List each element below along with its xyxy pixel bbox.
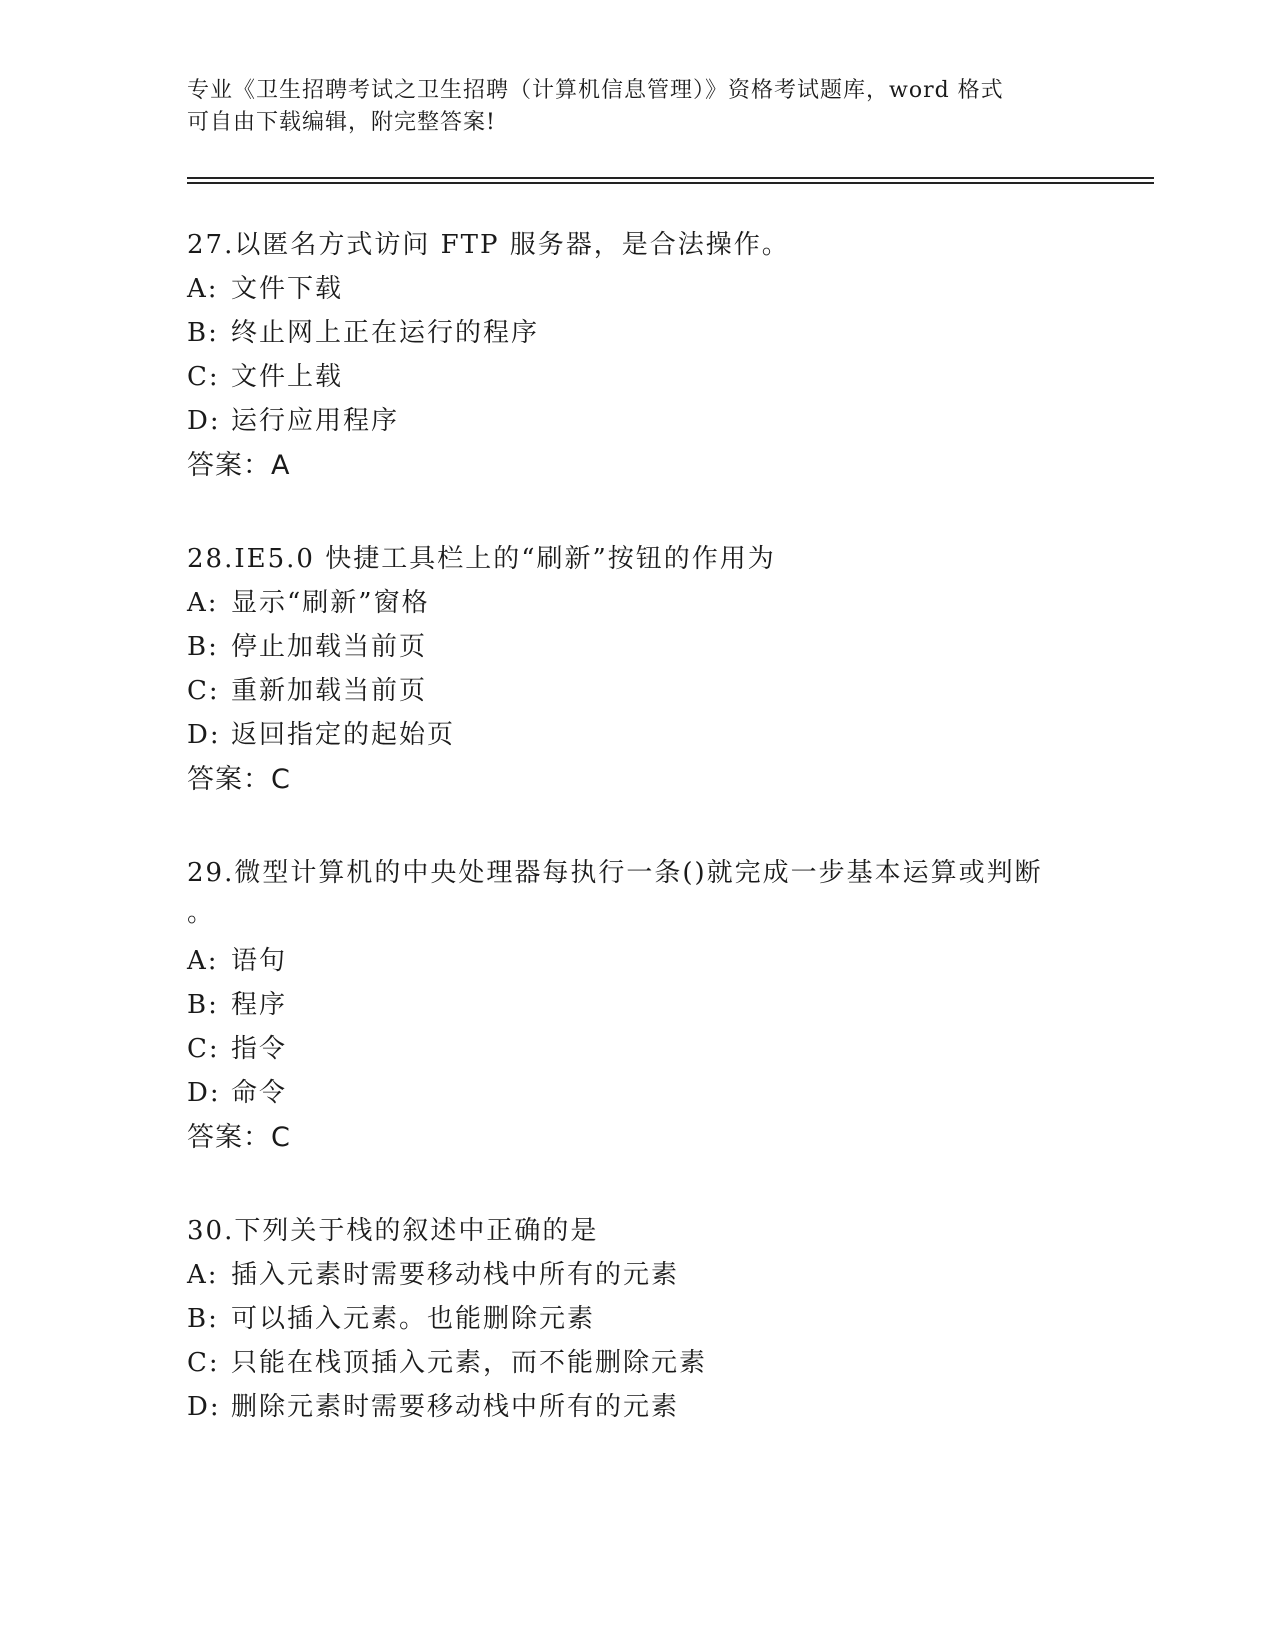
option-text: 停止加载当前页 — [231, 632, 428, 662]
question-29-stem-continuation: 。 — [187, 898, 214, 928]
option-text: 显示“刷新”窗格 — [231, 588, 430, 618]
question-30-option-c — [187, 1350, 707, 1376]
option-text: 运行应用程序 — [231, 406, 400, 436]
option-text: 指令 — [231, 1034, 288, 1064]
question-28-stem: 28.IE5.0 快捷工具栏上的“刷新”按钮的作用为 — [187, 544, 776, 574]
option-letter: A: — [187, 274, 219, 304]
option-letter: D: — [187, 1392, 221, 1422]
option-text: 插入元素时需要移动栈中所有的元素 — [231, 1260, 680, 1290]
divider-line-bottom — [187, 182, 1154, 184]
option-letter: C: — [187, 362, 220, 392]
header-line-1: 专业《卫生招聘考试之卫生招聘（计算机信息管理）》资格考试题库，word 格式 — [187, 78, 1004, 103]
option-text: 终止网上正在运行的程序 — [231, 318, 540, 348]
option-text: 文件上载 — [231, 362, 344, 392]
question-30-option-b — [187, 1306, 595, 1332]
question-28-option-a — [187, 590, 430, 616]
option-text: 重新加载当前页 — [231, 676, 428, 706]
option-letter: A: — [187, 1260, 219, 1290]
option-letter: D: — [187, 406, 221, 436]
option-text: 删除元素时需要移动栈中所有的元素 — [231, 1392, 680, 1422]
option-letter: C: — [187, 676, 220, 706]
divider-line-top — [187, 177, 1154, 179]
question-29-option-b — [187, 992, 287, 1018]
question-29-answer: 答案：C — [187, 1122, 291, 1153]
option-text: 文件下载 — [231, 274, 344, 304]
option-text: 可以插入元素。也能删除元素 — [231, 1304, 596, 1334]
header-line-2: 可自由下载编辑，附完整答案! — [187, 110, 496, 135]
question-28-answer: 答案：C — [187, 764, 291, 795]
option-letter: B: — [187, 632, 219, 662]
question-29-option-d — [187, 1080, 287, 1106]
question-29-option-c — [187, 1036, 287, 1062]
option-letter: C: — [187, 1034, 220, 1064]
option-letter: C: — [187, 1348, 220, 1378]
question-29-option-a — [187, 948, 287, 974]
question-30-option-a — [187, 1262, 679, 1288]
option-letter: D: — [187, 1078, 221, 1108]
option-letter: B: — [187, 1304, 219, 1334]
option-letter: B: — [187, 990, 219, 1020]
option-letter: A: — [187, 946, 219, 976]
question-28-option-b — [187, 634, 427, 660]
question-28-option-c — [187, 678, 427, 704]
option-text: 返回指定的起始页 — [231, 720, 456, 750]
option-text: 程序 — [231, 990, 288, 1020]
option-text: 命令 — [231, 1078, 288, 1108]
question-28-option-d — [187, 722, 455, 748]
question-27-option-a — [187, 276, 343, 302]
option-letter: D: — [187, 720, 221, 750]
option-letter: B: — [187, 318, 219, 348]
question-27-stem: 27.以匿名方式访问 FTP 服务器，是合法操作。 — [187, 230, 790, 260]
question-27-option-b — [187, 320, 539, 346]
option-text: 语句 — [231, 946, 288, 976]
question-27-option-c — [187, 364, 343, 390]
question-29-stem: 29.微型计算机的中央处理器每执行一条()就完成一步基本运算或判断 — [187, 858, 1043, 888]
question-30-option-d — [187, 1394, 679, 1420]
option-letter: A: — [187, 588, 219, 618]
question-30-stem: 30.下列关于栈的叙述中正确的是 — [187, 1216, 599, 1246]
question-27-option-d — [187, 408, 399, 434]
question-27-answer: 答案：A — [187, 450, 291, 481]
option-text: 只能在栈顶插入元素，而不能删除元素 — [231, 1348, 708, 1378]
